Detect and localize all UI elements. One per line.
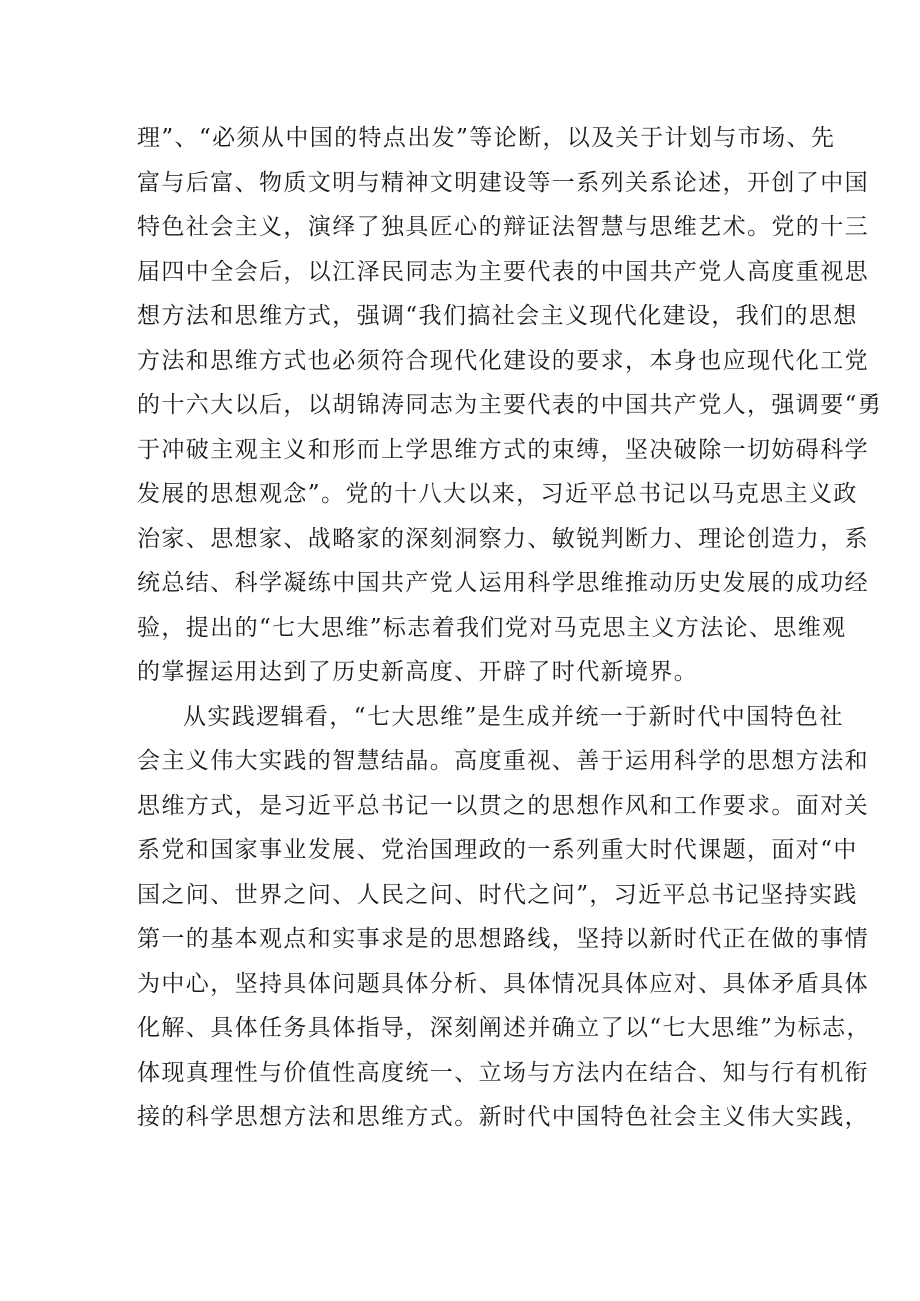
paragraph-line: 验，提出的“七大思维”标志着我们党对马克思主义方法论、思维观 bbox=[137, 614, 847, 641]
paragraph-line: 思维方式，是习近平总书记一以贯之的思想作风和工作要求。面对关 bbox=[137, 792, 869, 819]
paragraph-line: 化解、具体任务具体指导，深刻阐述并确立了以“七大思维”为标志， bbox=[137, 1015, 871, 1041]
paragraph-2 bbox=[137, 695, 871, 1140]
paragraph-line: 想方法和思维方式，强调“我们搞社会主义现代化建设，我们的思想 bbox=[137, 303, 858, 329]
paragraph-line: 的掌握运用达到了历史新高度、开辟了时代新境界。 bbox=[137, 659, 699, 685]
paragraph-line: 第一的基本观点和实事求是的思想路线，坚持以新时代正在做的事情 bbox=[137, 926, 869, 952]
paragraph-line: 会主义伟大实践的智慧结晶。高度重视、善于运用科学的思想方法和 bbox=[137, 748, 869, 774]
paragraph-line: 于冲破主观主义和形而上学思维方式的束缚，坚决破除一切妨碍科学 bbox=[137, 436, 869, 463]
paragraph-line: 为中心，坚持具体问题具体分析、具体情况具体应对、具体矛盾具体 bbox=[137, 970, 869, 997]
paragraph-line: 的十六大以后，以胡锦涛同志为主要代表的中国共产党人，强调要“勇 bbox=[137, 392, 883, 418]
paragraph-line: 方法和思维方式也必须符合现代化建设的要求，本身也应现代化工党 bbox=[137, 347, 869, 374]
paragraph-line: 国之问、世界之问、人民之问、时代之问”，习近平总书记坚持实践 bbox=[137, 881, 858, 908]
paragraph-line: 届四中全会后，以江泽民同志为主要代表的中国共产党人高度重视思 bbox=[137, 258, 869, 285]
paragraph-line: 富与后富、物质文明与精神文明建设等一系列关系论述，开创了中国 bbox=[137, 169, 869, 196]
paragraph-line: 理”、“必须从中国的特点出发”等论断，以及关于计划与市场、先 bbox=[137, 125, 836, 151]
paragraph-line: 系党和国家事业发展、党治国理政的一系列重大时代课题，面对“中 bbox=[137, 837, 858, 863]
paragraph-line: 接的科学思想方法和思维方式。新时代中国特色社会主义伟大实践， bbox=[137, 1104, 869, 1130]
paragraph-line: 统总结、科学凝练中国共产党人运用科学思维推动历史发展的成功经 bbox=[137, 570, 869, 596]
paragraph-line: 发展的思想观念”。党的十八大以来，习近平总书记以马克思主义政 bbox=[137, 481, 858, 507]
paragraph-1 bbox=[137, 116, 883, 695]
paragraph-line: 治家、思想家、战略家的深刻洞察力、敏锐判断力、理论创造力，系 bbox=[137, 525, 869, 552]
paragraph-line: 特色社会主义，演绎了独具匠心的辩证法智慧与思维艺术。党的十三 bbox=[137, 214, 869, 240]
paragraph-line: 体现真理性与价值性高度统一、立场与方法内在结合、知与行有机衔 bbox=[137, 1059, 869, 1086]
paragraph-line: 从实践逻辑看，“七大思维”是生成并统一于新时代中国特色社 bbox=[183, 703, 844, 730]
body-text bbox=[137, 116, 883, 1140]
